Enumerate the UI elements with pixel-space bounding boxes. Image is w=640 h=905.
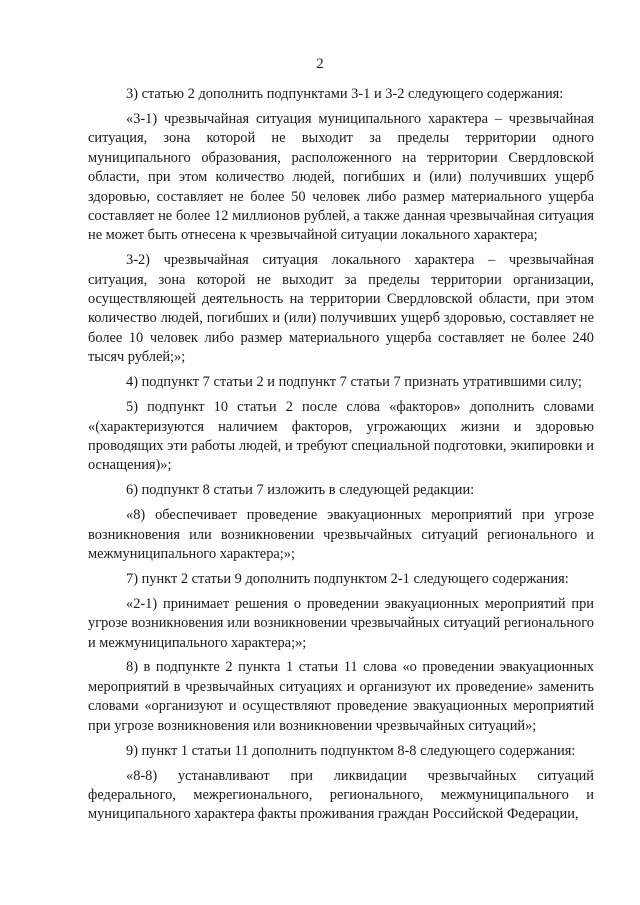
- paragraph-6: 6) подпункт 8 статьи 7 изложить в следующей редакции:: [126, 482, 475, 499]
- paragraph-3-2: 3-2) чрезвычайная ситуация локального характера – чрезвычайная ситуация, зона которой не выходит за пределы территории организации, осуществляющей деятельность на территории Свердловской области, при этом количество людей, погибших и (или) получивших ущерб здоровью, составляет не более 10 человек либо размер материального ущерба составляет не более 240 тысяч рублей;»;: [88, 252, 594, 366]
- paragraph-8: 8) в подпункте 2 пункта 1 статьи 11 слова «о проведении эвакуационных мероприятий в чрезвычайных ситуациях и организуют их проведение» заменить словами «организуют и осуществляют проведение эвакуационных мероприятий при угрозе возникновения или возникновении чрезвычайных ситуаций»;: [88, 659, 594, 734]
- paragraph-3: 3) статью 2 дополнить подпунктами 3-1 и 3-2 следующего содержания:: [126, 86, 564, 102]
- document-body: [88, 85, 594, 830]
- paragraph-5: 5) подпункт 10 статьи 2 после слова «факторов» дополнить словами «(характеризуются наличием факторов, угрожающих жизни и здоровью проводящих эти работы людей, и требуют специальной подготовки, экипировки и оснащения)»;: [88, 399, 594, 474]
- paragraph-8-text: «8) обеспечивает проведение эвакуационных мероприятий при угрозе возникновения или возникновении чрезвычайных ситуаций регионального и межмуниципального характера;»;: [88, 507, 594, 562]
- paragraph-3-1: «3-1) чрезвычайная ситуация муниципального характера – чрезвычайная ситуация, зона которой не выходит за пределы территории одного муниципального образования, расположенного на территории Свердловской области, при этом количество людей, погибших и (или) получивших ущерб здоровью, составляет не более 50 человек либо размер материального ущерба составляет не более 12 миллионов рублей, а также данная чрезвычайная ситуация не может быть отнесена к чрезвычайной ситуации локального характера;: [88, 110, 594, 244]
- paragraph-8-8: «8-8) устанавливают при ликвидации чрезвычайных ситуаций федерального, межрегионального, регионального, межмуниципального и муниципального характера факты проживания граждан Российской Федерации,: [88, 767, 594, 823]
- page-number: 2: [316, 56, 324, 72]
- paragraph-9: 9) пункт 1 статьи 11 дополнить подпунктом 8-8 следующего содержания:: [126, 742, 576, 759]
- paragraph-4: 4) подпункт 7 статьи 2 и подпункт 7 статьи 7 признать утратившими силу;: [126, 374, 582, 391]
- paragraph-2-1: «2-1) принимает решения о проведении эвакуационных мероприятий при угрозе возникновения или возникновении чрезвычайных ситуаций регионального и межмуниципального характера;»;: [88, 595, 594, 651]
- paragraph-7: 7) пункт 2 статьи 9 дополнить подпунктом 2-1 следующего содержания:: [126, 570, 569, 587]
